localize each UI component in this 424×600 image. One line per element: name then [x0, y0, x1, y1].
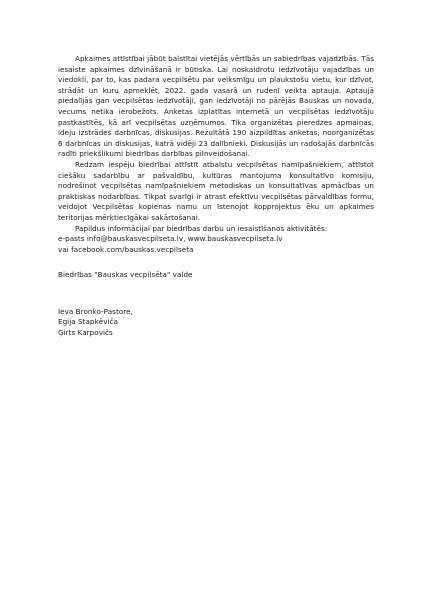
paragraph-opportunities: Redzam iespēju biedrībai attīstīt atbalstu vecpilsētas namīpašniekiem, attīstot ciešāku sadarbību ar pašvaldību, kultūras mantojuma konsultatīvo komisiju, nodrošinot vecpilsētas namīpašniekiem metodiskas un konsultatīvas apmācības un praktiskas nodarbības. Tikpat svarīgi ir atrast efektīvu vecpilsētas pārvaldības formu, veidojot Vecpilsētas kopienas namu un īstenojot kopprojektus ēku un apkaimes teritorijas mērķtiecīgākai sakārtošanai. [58, 159, 374, 222]
paragraph-contact-intro: Papildus informācijai par biedrības darbu un iesaistīšanos aktivitātēs: [75, 223, 328, 233]
paragraph-survey: Apkaimes attīstībai jābūt balstītai vietējās vērtībās un sabiedrības vajadzībās. Tās iesaiste apkaimes dzīvināšanā ir būtiska. Lai noskaidrotu iedzīvotāju vajadzības un viedokli, par to, kas padara vecpilsētu par veiksmīgu un plaukstošu vietu, kur dzīvot, strādāt un kuru apmeklēt, 2022. gada vasarā un rudenī veikta aptauja. Aptaujā piedalījās gan vecpilsētas iedzīvotāji, gan iedzīvotāji no pārējās Bauskas un novada, vecums netika ierobežots. Anketas izplatītas internetā un vecpilsētas iedzīvotāju pastkastītēs, kā arī vecpilsētas uzņēmumos. Tika organizētas pieredzes apmaiņas, ideju izstrādes darbnīcas, diskusijas. Rezultātā 190 aizpildītas anketas, noorganizētas 6 darbnīcas un diskusijas, katrā vidēji 23 dalībnieki. Diskusijās un radošajās darbnīcās radīti priekšlikumi biedrības darbības pilnveidošanai. [58, 54, 374, 159]
signatory-2: Egija Stapkēviča [58, 317, 118, 327]
board-signoff: Biedrības "Bauskas vecpilsēta" valde [58, 270, 193, 280]
contact-email-web: e-pasts info@bauskasvecpilseta.lv, www.bauskasvecpilseta.lv [58, 234, 283, 244]
signatory-1: Ieva Bronko-Pastore, [58, 306, 133, 316]
letter-body [58, 54, 374, 339]
signatory-3: Ģirts Karpovičs [58, 328, 113, 338]
contact-facebook: vai facebook.com/bauskas.vecpilseta [58, 244, 194, 254]
signatory-list [58, 307, 374, 339]
contact-details [58, 234, 374, 255]
